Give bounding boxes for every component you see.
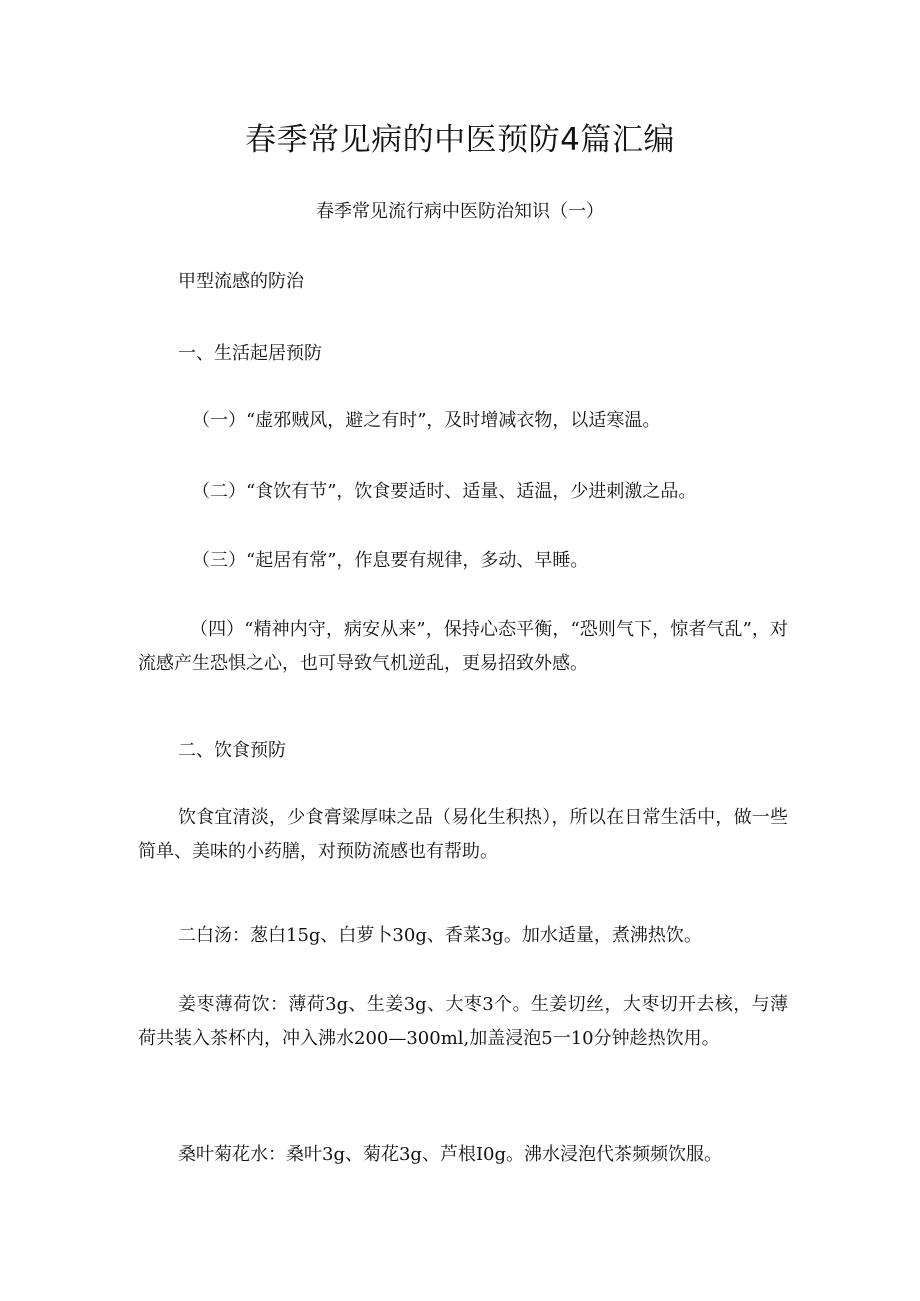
lifestyle-item-3: （三）“起居有常”，作息要有规律，多动、早睡。 <box>192 550 589 571</box>
recipe-ginger-date-mint: 姜枣薄荷饮：薄荷3g、生姜3g、大枣3个。生姜切丝，大枣切开去核，与薄荷共装入茶杯内，冲入沸水200—300ml,加盖浸泡5一10分钟趁热饮用。 <box>138 994 788 1049</box>
lifestyle-item-4: （四）“精神内守，病安从来”，保持心态平衡，“恐则气下，惊者气乱”，对流感产生恐惧之心，也可导致气机逆乱，更易招致外感。 <box>138 619 788 674</box>
recipe-erbai-soup: 二白汤：葱白15g、白萝卜30g、香菜3g。加水适量，煮沸热饮。 <box>178 925 702 946</box>
lifestyle-item-2: （二）“食饮有节”，饮食要适时、适量、适温，少进刺激之品。 <box>192 481 697 502</box>
heading-lifestyle-prevention: 一、生活起居预防 <box>178 343 322 364</box>
section-flu-heading: 甲型流感的防治 <box>178 271 304 292</box>
recipe-mulberry-chrysanthemum: 桑叶菊花水：桑叶3g、菊花3g、芦根I0g。沸水浸泡代茶频频饮服。 <box>178 1144 723 1165</box>
heading-diet-prevention: 二、饮食预防 <box>178 740 286 761</box>
lifestyle-item-1: （一）“虚邪贼风，避之有时”，及时增减衣物，以适寒温。 <box>192 410 661 431</box>
diet-intro-paragraph: 饮食宜清淡，少食膏粱厚味之品（易化生积热），所以在日常生活中，做一些简单、美味的小药膳，对预防流感也有帮助。 <box>138 807 788 862</box>
document-title: 春季常见病的中医预防4篇汇编 <box>245 122 675 158</box>
document-subtitle: 春季常见流行病中医防治知识（一） <box>316 201 604 222</box>
